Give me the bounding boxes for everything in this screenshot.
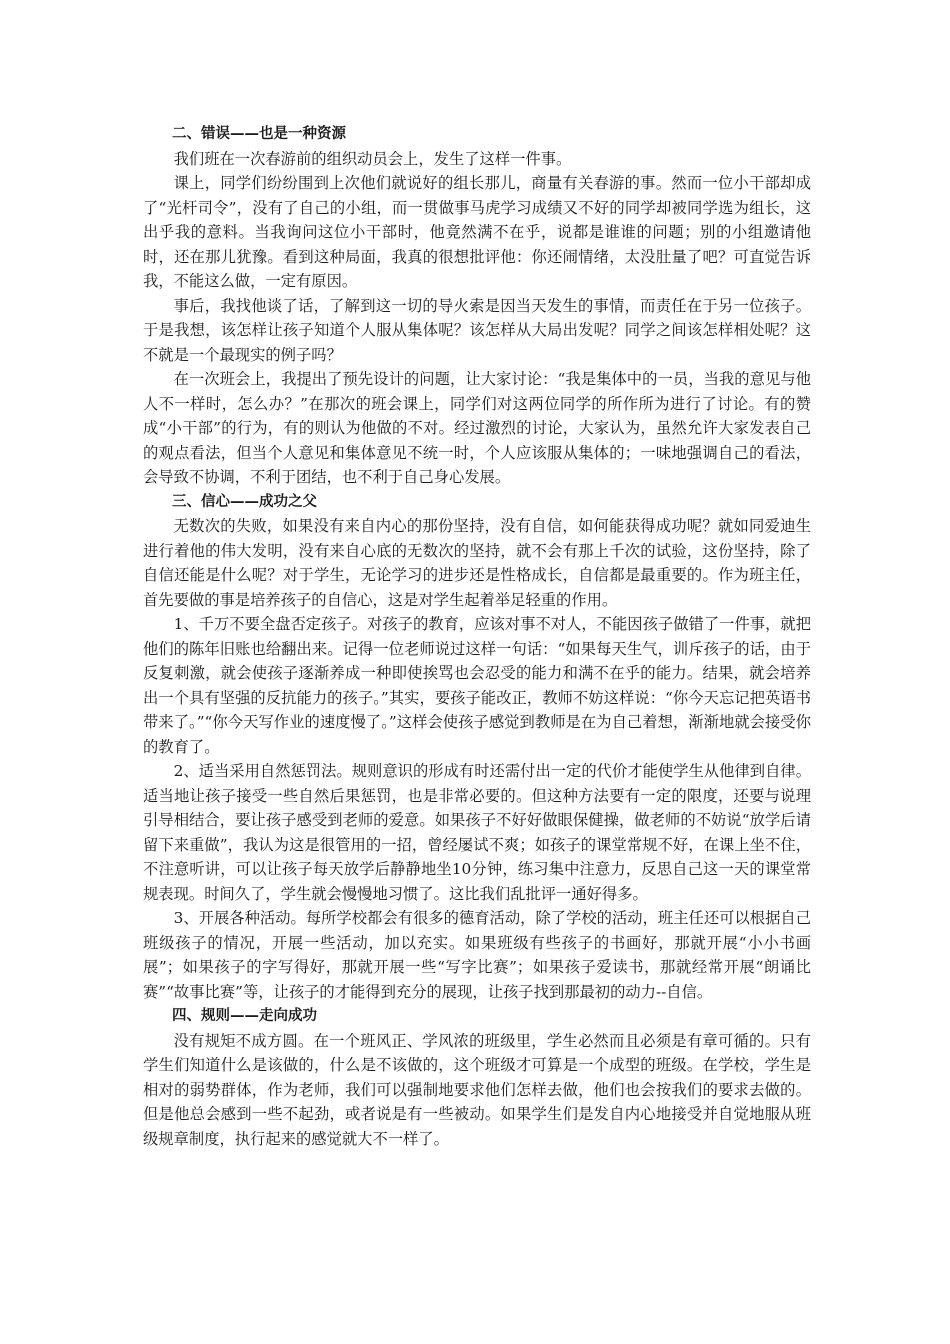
section-heading: 二、错误——也是一种资源 (172, 126, 346, 142)
paragraph: 事后，我找他谈了话，了解到这一切的导火索是因当天发生的事情，而责任在于另一位孩子。于是我想，该怎样让孩子知道个人服从集体呢？该怎样从大局出发呢？同学之间该怎样相处呢？这不就是一个最现实的例子吗？ (143, 296, 811, 364)
paragraph: 无数次的失败，如果没有来自内心的那份坚持，没有自信，如何能获得成功呢？就如同爱迪生进行着他的伟大发明，没有来自心底的无数次的坚持，就不会有那上千次的试验，这份坚持，除了自信还能是什么呢？对于学生，无论学习的进步还是性格成长，自信都是最重要的。作为班主任，首先要做的事是培养孩子的自信心，这是对学生起着举足轻重的作用。 (143, 517, 811, 609)
section-heading: 三、信心——成功之父 (172, 493, 317, 510)
paragraph: 2、适当采用自然惩罚法。规则意识的形成有时还需付出一定的代价才能使学生从他律到自律。适当地让孩子接受一些自然后果惩罚，也是非常必要的。但这种方法要有一定的限度，还要与说理引导相结合，要让孩子感受到老师的爱意。如果孩子不好好做眼保健操，做老师的不妨说“放学后请留下来重做”，我认为这是很管用的一招，曾经屡试不爽；如孩子的课堂常规不好，在课上坐不住，不注意听讲，可以让孩子每天放学后静静地坐10分钟，练习集中注意力，反思自己这一天的课堂常规表现。时间久了，学生就会慢慢地习惯了。这比我们乱批评一通好得多。 (143, 762, 811, 903)
paragraph: 没有规矩不成方圆。在一个班风正、学风浓的班级里，学生必然而且必须是有章可循的。只有学生们知道什么是该做的，什么是不该做的，这个班级才可算是一个成型的班级。在学校，学生是相对的弱势群体，作为老师，我们可以强制地要求他们怎样去做，他们也会按我们的要求去做的。但是他总会感到一些不起劲，或者说是有一些被动。如果学生们是发自内心地接受并自觉地服从班级规章制度，执行起来的感觉就大不一样了。 (143, 1031, 811, 1148)
paragraph: 3、开展各种活动。每所学校都会有很多的德育活动，除了学校的活动，班主任还可以根据自己班级孩子的情况，开展一些活动，加以充实。如果班级有些孩子的书画好，那就开展“小小书画展”；如果孩子的字写得好，那就开展一些“写字比赛”；如果孩子爱读书，那就经常开展“朗诵比赛”“故事比赛”等，让孩子的才能得到充分的展现，让孩子找到那最初的动力--自信。 (143, 909, 811, 1001)
paragraph: 课上，同学们纷纷围到上次他们就说好的组长那儿，商量有关春游的事。然而一位小干部却成了“光杆司令”，没有了自己的小组，而一贯做事马虎学习成绩又不好的同学却被同学选为组长，这出乎我的意料。当我询问这位小干部时，他竟然满不在乎，说都是谁谁的问题；别的小组邀请他时，还在那儿犹豫。看到这种局面，我真的很想批评他：你还闹情绪，太没肚量了吧？可直觉告诉我，不能这么做，一定有原因。 (143, 174, 811, 290)
paragraph: 1、千万不要全盘否定孩子。对孩子的教育，应该对事不对人，不能因孩子做错了一件事，就把他们的陈年旧账也给翻出来。记得一位老师说过这样一句话：“如果每天生气，训斥孩子的话，由于反复刺激，就会使孩子逐渐养成一种即使挨骂也会忍受的能力和满不在乎的能力。结果，就会培养出一个具有坚强的反抗能力的孩子。”其实，要孩子能改正，教师不妨这样说：“你今天忘记把英语书带来了。”“你今天写作业的速度慢了。”这样会使孩子感觉到教师是在为自己着想，渐渐地就会接受你的教育了。 (143, 615, 811, 756)
document-page (143, 122, 811, 1151)
section-confidence (143, 490, 811, 1005)
section-errors (143, 122, 811, 490)
paragraph: 我们班在一次春游前的组织动员会上，发生了这样一件事。 (173, 149, 572, 168)
paragraph: 在一次班会上，我提出了预先设计的问题，让大家讨论：“我是集体中的一员，当我的意见与他人不一样时，怎么办？”在那次的班会课上，同学们对这两位同学的所作所为进行了讨论。有的赞成“小干部”的行为，有的则认为他做的不对。经过激烈的讨论，大家认为，虽然允许大家发表自己的观点看法，但当个人意见和集体意见不统一时，个人应该服从集体的；一味地强调自己的看法，会导致不协调，不利于团结，也不利于自己身心发展。 (143, 370, 811, 486)
section-heading: 四、规则——走向成功 (172, 1008, 317, 1024)
section-rules (143, 1004, 811, 1151)
